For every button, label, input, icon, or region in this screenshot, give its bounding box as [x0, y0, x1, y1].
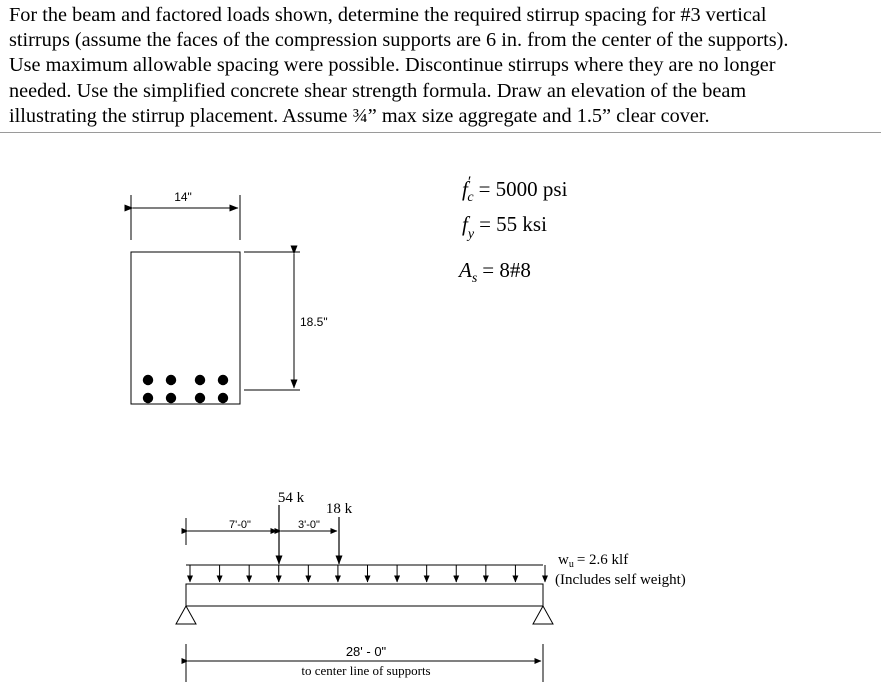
rebar-dot — [143, 375, 153, 385]
span-label: 28' - 0" — [345, 644, 387, 659]
dist-load-label — [558, 552, 628, 570]
span-note: to center line of supports — [301, 663, 431, 678]
rebar-dot — [218, 375, 228, 385]
fc-value: = 5000 psi — [478, 177, 568, 201]
depth-label: 18.5" — [300, 315, 328, 329]
beam-body — [186, 584, 543, 606]
fy-symbol: f — [462, 212, 468, 236]
fy-value: = 55 ksi — [479, 212, 547, 236]
as-subscript: s — [471, 271, 478, 286]
rebar-dot — [218, 393, 228, 403]
dist-load-subscript: u — [568, 559, 574, 570]
dim-7ft-label: 7'-0" — [229, 519, 251, 531]
rebar-dot — [143, 393, 153, 403]
fc-line — [462, 174, 568, 205]
dist-load-arrows — [190, 565, 545, 582]
problem-line: For the beam and factored loads shown, determine the required stirrup spacing for #3 vertical — [9, 4, 767, 26]
material-properties — [457, 174, 568, 286]
problem-line: illustrating the stirrup placement. Assume ¾” max size aggregate and 1.5” clear cover. — [9, 104, 710, 127]
as-line — [457, 258, 531, 286]
right-support — [533, 606, 553, 624]
load-54k-label: 54 k — [277, 490, 305, 506]
as-symbol: A — [459, 258, 472, 282]
fc-symbol: f — [462, 177, 468, 201]
problem-line: needed. Use the simplified concrete shear strength formula. Draw an elevation of the beam — [9, 79, 747, 102]
problem-line: stirrups (assume the faces of the compression supports are 6 in. from the center of the supports). — [9, 29, 789, 52]
beam-elevation — [176, 490, 686, 682]
problem-line: Use maximum allowable spacing were possible. Discontinue stirrups where they are no longer — [9, 54, 776, 77]
left-support — [176, 606, 196, 624]
rebar-dot — [195, 375, 205, 385]
fc-subscript: c — [467, 190, 474, 205]
cross-section — [131, 190, 328, 404]
dist-load-note: (Includes self weight) — [555, 572, 686, 588]
fy-subscript: y — [467, 227, 475, 242]
rebar-dot — [195, 393, 205, 403]
dist-load-symbol: w — [558, 552, 569, 568]
rebar-dot — [166, 375, 176, 385]
fc-prime: ′ — [467, 174, 472, 191]
load-18k-label: 18 k — [325, 501, 353, 517]
as-value: = 8#8 — [482, 258, 531, 282]
fy-line — [462, 212, 547, 242]
rebar-dot — [166, 393, 176, 403]
dim-3ft-label: 3'-0" — [298, 519, 320, 531]
rebar-group — [143, 375, 228, 403]
width-label: 14" — [174, 190, 192, 204]
dist-load-value: = 2.6 klf — [576, 552, 629, 568]
